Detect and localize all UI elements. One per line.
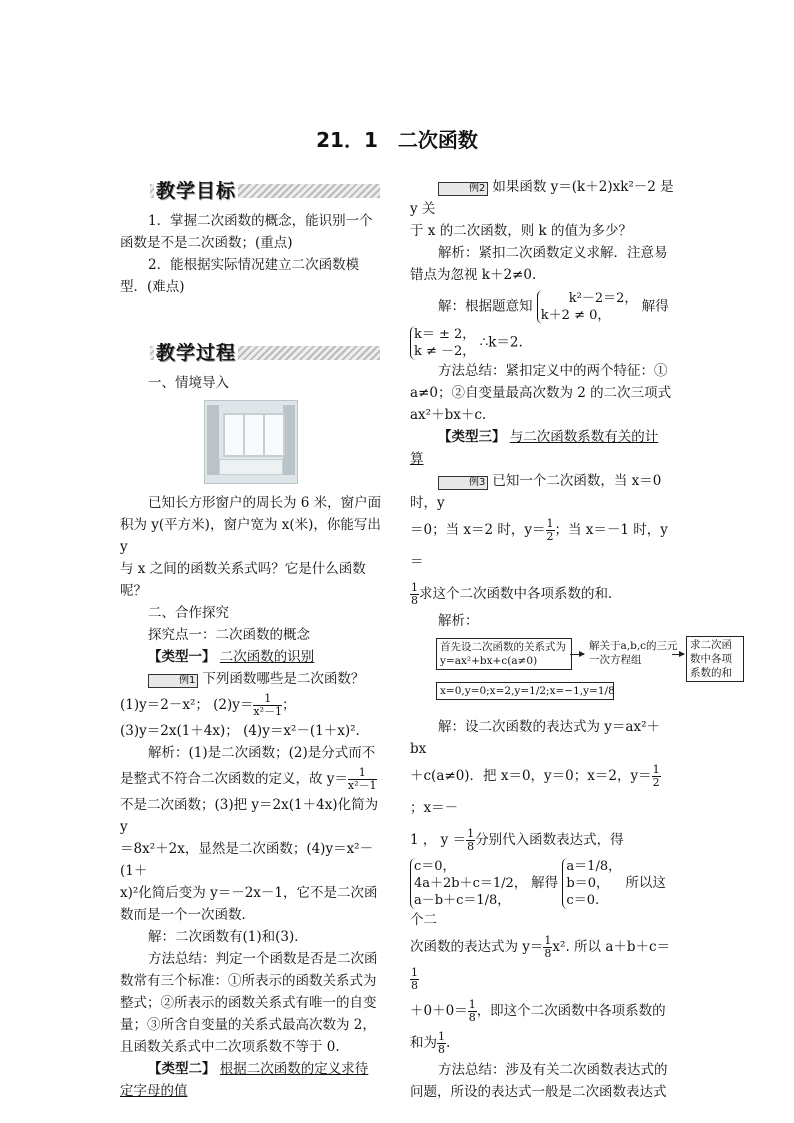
flow-arrow [570,654,584,655]
math-text: 求这个二次函数中各项系数的和． [419,586,622,602]
summary-text: 量；③所含自变量的关系式最高次数为 2， [120,1017,376,1033]
math-text: 所以这个二 [410,875,666,928]
analysis-text: 解析：紧扣二次函数定义求解．注意易 [438,245,668,261]
type3-heading [410,426,674,448]
summary-text: 数常有三个标准：①所表示的函数关系式为 [120,973,377,989]
math-text: ∴k＝2. [479,334,523,351]
scene-text: 已知长方形窗户的周长为 6 米，窗户面 [148,495,382,511]
equation: a－b＋c＝1/8， [414,893,511,908]
equation: c＝0. [566,893,600,908]
flow-box-conditions: x=0,y=0;x=2,y=1/2;x=−1,y=1/8 [436,682,614,700]
solution-flow-diagram [410,636,732,712]
example-2 [410,176,674,220]
example-3 [410,470,674,514]
equation: k＝ ± 2， [414,327,476,342]
type1-heading [120,646,382,668]
type-tag: 【类型二】 [148,1061,216,1077]
numerator: 1 [411,966,418,979]
window-pane [263,413,285,457]
window-pane [223,413,245,457]
goal-1-cont: 函数是不是二次函数；(重点) [120,235,293,251]
example-text: 于 x 的二次函数，则 k 的值为多少？ [410,223,632,239]
equation: k＋2 ≠ 0， [540,308,611,323]
solution-text [410,995,674,1027]
denominator: 8 [411,979,418,992]
math-text: ； [282,697,296,713]
section-heading-process: 教学过程 [120,338,382,368]
analysis-text: 不是二次函数；(3)把 y＝2x(1＋4x)化简为 y [120,797,379,835]
math-text: . [446,1035,451,1051]
fraction [468,999,477,1024]
equation: b＝0， [566,876,610,891]
goal-2-cont: 型．(难点) [120,279,185,295]
example-tag: 例1 [148,674,198,688]
numerator: 1 [544,934,552,947]
solution-text: 解：设二次函数的表达式为 y＝ax²＋bx [410,719,660,757]
math-text: ；当 x＝－1 时，y＝ [410,522,668,570]
fraction [437,1031,446,1056]
summary-text: 问题，所设的表达式一般是二次函数表达式 [410,1084,667,1100]
math-text: 分别代入函数表达式，得 [475,832,624,848]
example-1-items [120,690,382,720]
numerator: 1 [468,998,476,1011]
solution-2-cont [410,326,674,360]
page-title: 21．1 二次函数 [316,128,478,152]
equation-system [410,326,475,360]
example-text: 下列函数哪些是二次函数？ [202,671,365,687]
type3-heading-cont [410,448,674,470]
equation-system [537,290,638,324]
type-title: 算 [410,451,424,467]
numerator: 1 [348,767,377,780]
summary-text: 方法总结：涉及有关二次函数表达式的 [438,1062,668,1078]
equation: k²－2＝2， [568,291,638,306]
type-title: 二次函数的识别 [219,649,315,665]
math-text: 解得 [531,875,559,891]
example-1 [120,668,382,690]
right-column [410,176,732,1103]
summary-text: ax²＋bx＋c. [410,407,487,423]
explore-heading: 二、合作探究 [148,605,229,621]
fraction [253,693,282,718]
example-text: 已知一个二次函数，当 x＝0 时，y [410,473,662,511]
bookshelf-left [207,405,219,475]
numerator: 1 [652,763,660,776]
summary-text: a≠0；②自变量最高次数为 2 的二次三项式 [410,385,672,401]
example-3-cont [410,514,674,578]
point-heading: 探究点一：二次函数的概念 [148,627,310,643]
scene-text: 积为 y(平方米)，窗户宽为 x(米)，你能写出 y [120,517,381,555]
goal-1: 1．掌握二次函数的概念，能识别一个 [148,213,373,229]
equation-system [410,858,527,909]
type2-heading-cont [120,1080,382,1102]
math-text: (1)y＝2－x²； (2)y＝ [120,697,254,713]
numerator: 1 [438,1030,445,1043]
denominator: 8 [411,594,418,607]
window-room-photo [204,400,298,484]
equation-system [562,858,621,909]
numerator: 1 [253,693,282,706]
math-text: 是整式不符合二次函数的定义，故 y＝ [120,771,348,787]
analysis-text: x)²化简后变为 y＝－2x－1，它不是二次函 [120,885,378,901]
math-text: 解：根据题意知 [438,298,533,315]
section-heading-goals: 教学目标 [120,176,382,206]
math-text: 解得 [641,298,669,315]
solution-text: 解：二次函数有(1)和(3)． [148,929,308,945]
type-title: 根据二次函数的定义求待 [219,1061,369,1077]
analysis-label: 解析： [438,613,479,629]
type-tag: 【类型三】 [438,429,506,445]
example-tag: 例2 [438,182,488,196]
math-text: 次函数的表达式为 y＝ [410,939,544,955]
example-text: 如果函数 y＝(k＋2)xk²－2 是 y 关 [410,179,674,217]
numerator: 1 [546,517,554,530]
math-text: 和为 [410,1035,437,1051]
type2-heading [120,1058,382,1080]
example-1-items: (3)y＝2x(1＋4x)； (4)y＝x²－(1＋x)². [120,723,360,739]
flow-arrow [672,654,684,655]
fraction [546,518,555,543]
solution-text [410,931,674,995]
denominator: 2 [652,776,660,789]
numerator: 1 [467,827,475,840]
flow-box-solve: 解关于a,b,c的三元一次方程组 [586,638,688,668]
equation: c＝0， [414,859,456,874]
analysis-text: 数而是一个一次函数． [120,907,255,923]
numerator: 1 [411,581,418,594]
math-text: ＋0＋0＝ [410,1003,468,1019]
summary-text: 且函数关系式中二次项系数不等于 0. [120,1039,340,1055]
fraction [348,767,377,792]
scene-text: 呢？ [120,583,147,599]
type-title: 与二次函数系数有关的计 [509,429,659,445]
window-seat [219,459,283,475]
intro-heading: 一、情境导入 [148,375,229,391]
equation: k ≠ －2， [414,344,476,359]
equation: a＝1/8， [566,859,622,874]
equation: 4a＋2b＋c＝1/2， [414,876,527,891]
fraction [466,828,475,853]
left-column [120,176,382,1102]
denominator: 8 [544,947,552,960]
fraction [410,582,419,607]
flow-box-setup: 首先设二次函数的关系式为y=ax²+bx+c(a≠0) [436,638,572,670]
denominator: 8 [438,1043,445,1056]
window-pane [243,413,265,457]
denominator: x²－1 [253,705,283,718]
denominator: 2 [546,530,554,543]
analysis-text: 错点为忽视 k＋2≠0. [410,267,537,283]
math-text: ＋c(a≠0)．把 x＝0，y＝0；x＝2，y＝ [410,768,652,784]
flow-box-sum: 求二次函数中各项系数的和 [686,636,744,682]
fraction [410,967,419,992]
math-text: ＝0；当 x＝2 时，y＝ [410,522,546,538]
analysis-text: 解析：(1)是二次函数；(2)是分式而不 [148,745,376,761]
type-tag: 【类型一】 [148,649,216,665]
math-text: 1 ， y ＝ [410,832,467,848]
summary-text: 方法总结：判定一个函数是否是二次函 [148,951,378,967]
solution-text [410,760,674,824]
math-text: x². 所以 a＋b＋c＝ [552,939,671,955]
denominator: x²－1 [347,779,377,792]
fraction [652,764,661,789]
goal-2: 2．能根据实际情况建立二次函数模 [148,257,360,273]
denominator: 8 [467,840,475,853]
example-3-cont [410,578,674,610]
denominator: 8 [468,1011,476,1024]
analysis-text [120,764,382,794]
analysis-text: ＝8x²＋2x，显然是二次函数；(4)y＝x²－(1＋ [120,841,374,879]
example-tag: 例3 [438,476,488,490]
math-text: ；x＝－ [410,800,459,816]
equation-system-row [410,858,674,931]
solution-text [410,824,674,856]
summary-text: 方法总结：紧扣定义中的两个特征：① [438,363,668,379]
solution-2 [410,290,674,324]
type-title: 定字母的值 [120,1083,188,1099]
summary-text: 整式；②所表示的函数关系式有唯一的自变 [120,995,377,1011]
scene-text: 与 x 之间的函数关系式吗？它是什么函数 [120,561,366,577]
math-text: ，即这个二次函数中各项系数的 [476,1003,666,1019]
solution-text [410,1027,674,1059]
